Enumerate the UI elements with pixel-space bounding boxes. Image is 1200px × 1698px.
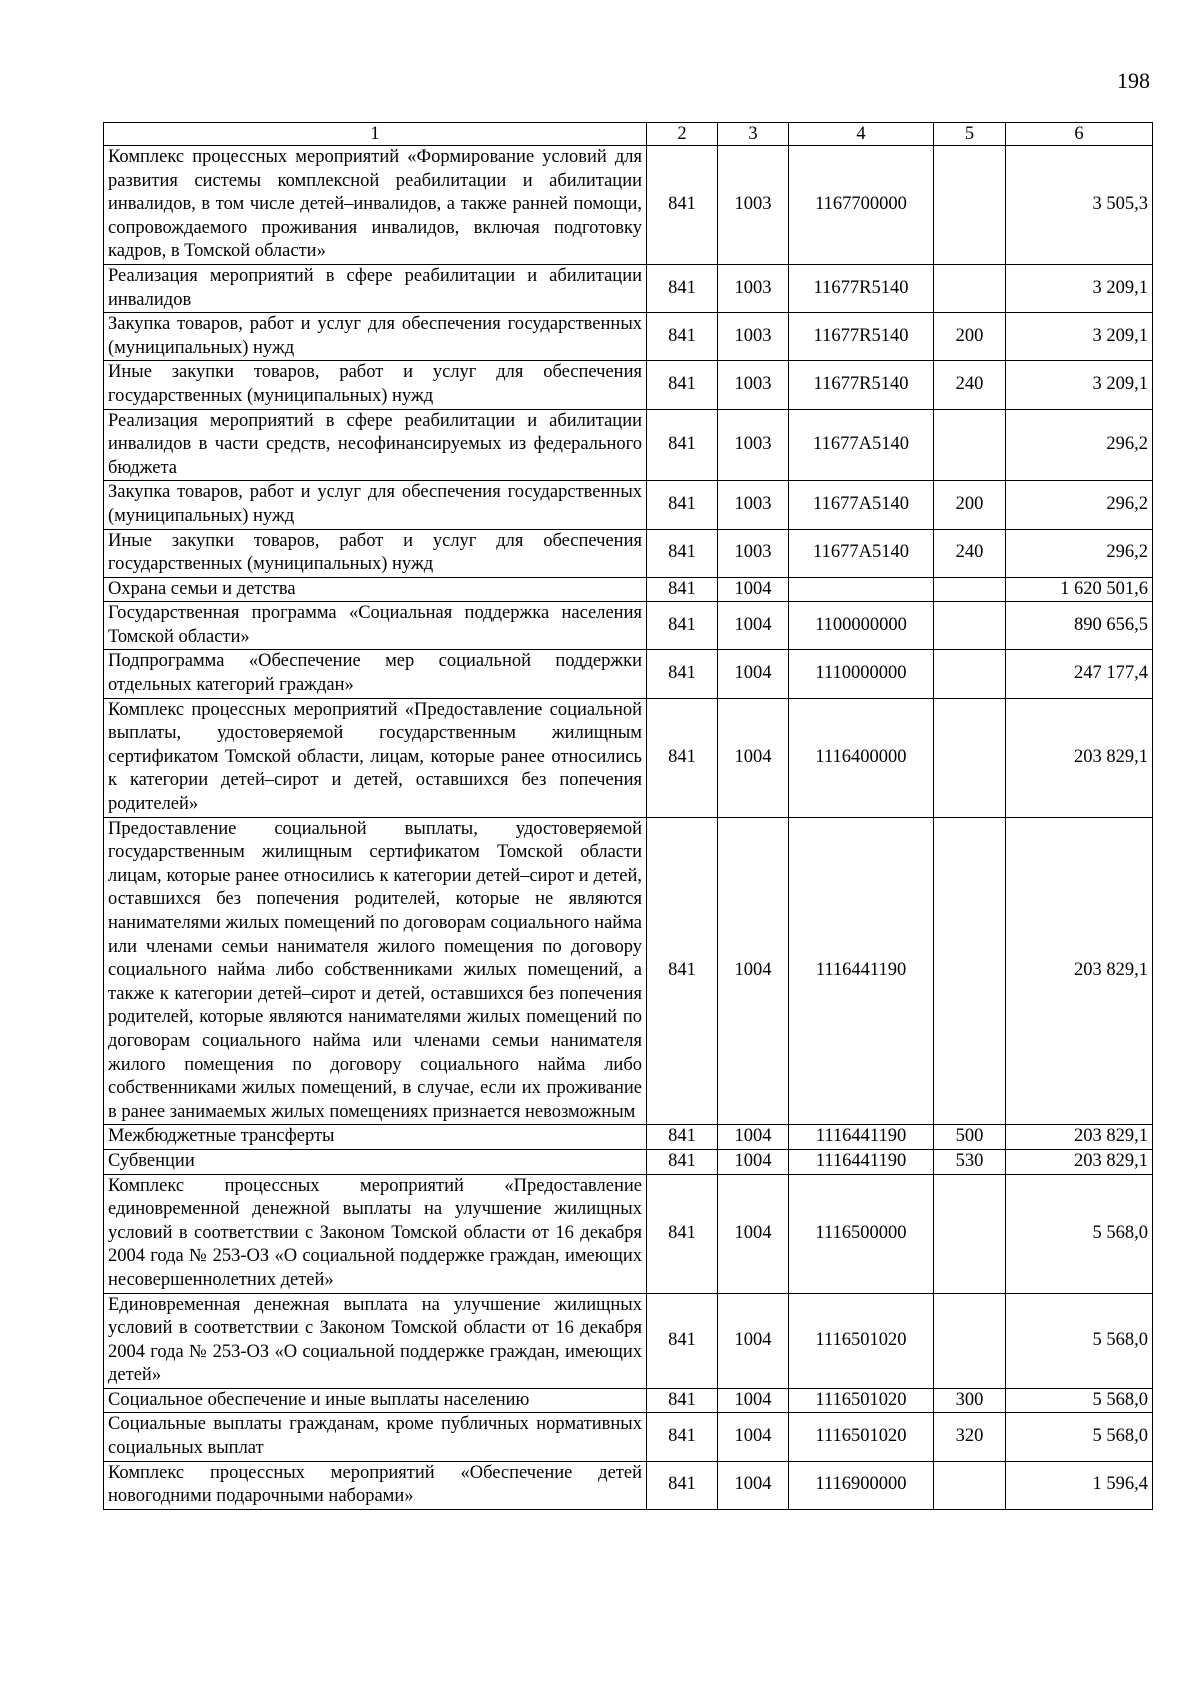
- table-row: [104, 361, 1153, 409]
- row-name-cell: Комплекс процессных мероприятий «Формирование условий для развития системы комплексной реабилитации и абилитации инвалидов, в том числе детей–инвалидов, а также ранней помощи, сопровождаемого проживания инвалидов, включая подготовку кадров, в Томской области»: [104, 146, 647, 265]
- row-target-article-cell: 11677R5140: [789, 361, 934, 409]
- row-expense-type-cell: 300: [934, 1388, 1006, 1413]
- row-expense-type-cell: [934, 1293, 1006, 1388]
- table-row: [104, 1174, 1153, 1293]
- table-row: [104, 313, 1153, 361]
- row-name-cell: Охрана семьи и детства: [104, 577, 647, 602]
- table-row: [104, 602, 1153, 650]
- row-expense-type-cell: 200: [934, 313, 1006, 361]
- row-grbs-cell: 841: [647, 409, 718, 481]
- row-grbs-cell: 841: [647, 529, 718, 577]
- row-section-cell: 1004: [718, 602, 789, 650]
- row-sum-cell: 5 568,0: [1006, 1413, 1153, 1461]
- row-target-article-cell: 1116900000: [789, 1461, 934, 1509]
- row-grbs-cell: 841: [647, 361, 718, 409]
- row-target-article-cell: 1110000000: [789, 650, 934, 698]
- row-name-cell: Реализация мероприятий в сфере реабилитации и абилитации инвалидов в части средств, несофинансируемых из федерального бюджета: [104, 409, 647, 481]
- row-sum-cell: 1 596,4: [1006, 1461, 1153, 1509]
- row-name-cell: Иные закупки товаров, работ и услуг для обеспечения государственных (муниципальных) нужд: [104, 529, 647, 577]
- row-sum-cell: 3 505,3: [1006, 146, 1153, 265]
- row-sum-cell: 3 209,1: [1006, 264, 1153, 312]
- row-name-cell: Социальное обеспечение и иные выплаты населению: [104, 1388, 647, 1413]
- header-cell: 1: [104, 123, 647, 146]
- row-target-article-cell: 11677R5140: [789, 313, 934, 361]
- row-section-cell: 1003: [718, 481, 789, 529]
- header-cell: 4: [789, 123, 934, 146]
- table-row: [104, 1461, 1153, 1509]
- row-name-cell: Закупка товаров, работ и услуг для обеспечения государственных (муниципальных) нужд: [104, 313, 647, 361]
- row-target-article-cell: 11677A5140: [789, 529, 934, 577]
- header-cell: 3: [718, 123, 789, 146]
- row-section-cell: 1004: [718, 1174, 789, 1293]
- row-target-article-cell: 11677A5140: [789, 481, 934, 529]
- row-sum-cell: 296,2: [1006, 409, 1153, 481]
- row-section-cell: 1004: [718, 1125, 789, 1150]
- row-sum-cell: 5 568,0: [1006, 1174, 1153, 1293]
- row-grbs-cell: 841: [647, 1149, 718, 1174]
- row-expense-type-cell: [934, 650, 1006, 698]
- row-grbs-cell: 841: [647, 313, 718, 361]
- row-expense-type-cell: 240: [934, 529, 1006, 577]
- table-row: [104, 409, 1153, 481]
- row-section-cell: 1004: [718, 698, 789, 817]
- row-name-cell: Подпрограмма «Обеспечение мер социальной поддержки отдельных категорий граждан»: [104, 650, 647, 698]
- header-row: [104, 123, 1153, 146]
- table-row: [104, 1125, 1153, 1150]
- row-sum-cell: 203 829,1: [1006, 1125, 1153, 1150]
- row-grbs-cell: 841: [647, 1293, 718, 1388]
- row-name-cell: Единовременная денежная выплата на улучшение жилищных условий в соответствии с Законом Томской области от 16 декабря 2004 года № 253-ОЗ «О социальной поддержке граждан, имеющих детей»: [104, 1293, 647, 1388]
- row-name-cell: Комплекс процессных мероприятий «Предоставление социальной выплаты, удостоверяемой государственным жилищным сертификатом Томской области, лицам, которые ранее относились к категории детей–сирот и детей, оставшихся без попечения родителей»: [104, 698, 647, 817]
- row-expense-type-cell: [934, 1461, 1006, 1509]
- table-row: [104, 1149, 1153, 1174]
- row-grbs-cell: 841: [647, 1125, 718, 1150]
- header-cell: 5: [934, 123, 1006, 146]
- table-row: [104, 698, 1153, 817]
- row-expense-type-cell: [934, 1174, 1006, 1293]
- row-sum-cell: 1 620 501,6: [1006, 577, 1153, 602]
- row-name-cell: Межбюджетные трансферты: [104, 1125, 647, 1150]
- table-row: [104, 650, 1153, 698]
- row-grbs-cell: 841: [647, 1461, 718, 1509]
- row-sum-cell: 203 829,1: [1006, 817, 1153, 1125]
- row-sum-cell: 3 209,1: [1006, 361, 1153, 409]
- table-row: [104, 817, 1153, 1125]
- row-expense-type-cell: [934, 264, 1006, 312]
- row-target-article-cell: 1116400000: [789, 698, 934, 817]
- row-section-cell: 1003: [718, 409, 789, 481]
- table-row: [104, 529, 1153, 577]
- row-target-article-cell: 1116441190: [789, 817, 934, 1125]
- row-section-cell: 1003: [718, 264, 789, 312]
- row-sum-cell: 5 568,0: [1006, 1388, 1153, 1413]
- table-row: [104, 577, 1153, 602]
- row-expense-type-cell: [934, 602, 1006, 650]
- table-row: [104, 1293, 1153, 1388]
- row-expense-type-cell: 500: [934, 1125, 1006, 1150]
- row-name-cell: Государственная программа «Социальная поддержка населения Томской области»: [104, 602, 647, 650]
- row-name-cell: Субвенции: [104, 1149, 647, 1174]
- table-row: [104, 1388, 1153, 1413]
- row-section-cell: 1004: [718, 1149, 789, 1174]
- row-section-cell: 1004: [718, 817, 789, 1125]
- row-grbs-cell: 841: [647, 264, 718, 312]
- row-grbs-cell: 841: [647, 1174, 718, 1293]
- row-expense-type-cell: 200: [934, 481, 1006, 529]
- page-number: 198: [1117, 68, 1150, 93]
- row-target-article-cell: 11677A5140: [789, 409, 934, 481]
- row-sum-cell: 296,2: [1006, 481, 1153, 529]
- row-target-article-cell: 1100000000: [789, 602, 934, 650]
- row-name-cell: Социальные выплаты гражданам, кроме публичных нормативных социальных выплат: [104, 1413, 647, 1461]
- row-grbs-cell: 841: [647, 1388, 718, 1413]
- row-expense-type-cell: [934, 146, 1006, 265]
- row-section-cell: 1003: [718, 313, 789, 361]
- row-target-article-cell: 1116501020: [789, 1413, 934, 1461]
- header-cell: 6: [1006, 123, 1153, 146]
- row-grbs-cell: 841: [647, 577, 718, 602]
- row-section-cell: 1003: [718, 361, 789, 409]
- row-grbs-cell: 841: [647, 650, 718, 698]
- row-expense-type-cell: 530: [934, 1149, 1006, 1174]
- row-name-cell: Иные закупки товаров, работ и услуг для обеспечения государственных (муниципальных) нужд: [104, 361, 647, 409]
- budget-table: [103, 122, 1153, 1510]
- row-section-cell: 1003: [718, 529, 789, 577]
- row-name-cell: Комплекс процессных мероприятий «Обеспечение детей новогодними подарочными наборами»: [104, 1461, 647, 1509]
- row-section-cell: 1004: [718, 1388, 789, 1413]
- row-expense-type-cell: [934, 698, 1006, 817]
- row-sum-cell: 890 656,5: [1006, 602, 1153, 650]
- row-section-cell: 1003: [718, 146, 789, 265]
- row-sum-cell: 3 209,1: [1006, 313, 1153, 361]
- row-target-article-cell: 1116441190: [789, 1149, 934, 1174]
- row-expense-type-cell: 240: [934, 361, 1006, 409]
- row-name-cell: Комплекс процессных мероприятий «Предоставление единовременной денежной выплаты на улучшение жилищных условий в соответствии с Законом Томской области от 16 декабря 2004 года № 253-ОЗ «О социальной поддержке граждан, имеющих несовершеннолетних детей»: [104, 1174, 647, 1293]
- row-name-cell: Закупка товаров, работ и услуг для обеспечения государственных (муниципальных) нужд: [104, 481, 647, 529]
- row-target-article-cell: 1167700000: [789, 146, 934, 265]
- row-name-cell: Реализация мероприятий в сфере реабилитации и абилитации инвалидов: [104, 264, 647, 312]
- row-expense-type-cell: [934, 409, 1006, 481]
- row-name-cell: Предоставление социальной выплаты, удостоверяемой государственным жилищным сертификатом Томской области лицам, которые ранее относились к категории детей–сирот и детей, оставшихся без попечения родителей, которые не являются нанимателями жилых помещений по договорам социального найма или членами семьи нанимателя жилого помещения по договору социального найма либо собственниками жилых помещений, а также к категории детей–сирот и детей, оставшихся без попечения родителей, которые являются нанимателями жилых помещений по договорам социального найма или членами семьи нанимателя жилого помещения по договору социального найма либо собственниками жилых помещений, в случае, если их проживание в ранее занимаемых жилых помещениях признается невозможным: [104, 817, 647, 1125]
- table-row: [104, 264, 1153, 312]
- row-target-article-cell: 1116441190: [789, 1125, 934, 1150]
- row-target-article-cell: 1116500000: [789, 1174, 934, 1293]
- row-expense-type-cell: [934, 817, 1006, 1125]
- row-grbs-cell: 841: [647, 817, 718, 1125]
- row-target-article-cell: 1116501020: [789, 1293, 934, 1388]
- row-sum-cell: 5 568,0: [1006, 1293, 1153, 1388]
- row-section-cell: 1004: [718, 1293, 789, 1388]
- row-section-cell: 1004: [718, 1461, 789, 1509]
- row-expense-type-cell: [934, 577, 1006, 602]
- row-sum-cell: 296,2: [1006, 529, 1153, 577]
- table-row: [104, 146, 1153, 265]
- row-section-cell: 1004: [718, 650, 789, 698]
- row-grbs-cell: 841: [647, 602, 718, 650]
- row-section-cell: 1004: [718, 577, 789, 602]
- row-grbs-cell: 841: [647, 481, 718, 529]
- header-cell: 2: [647, 123, 718, 146]
- row-sum-cell: 247 177,4: [1006, 650, 1153, 698]
- row-section-cell: 1004: [718, 1413, 789, 1461]
- row-grbs-cell: 841: [647, 1413, 718, 1461]
- row-target-article-cell: [789, 577, 934, 602]
- row-grbs-cell: 841: [647, 698, 718, 817]
- row-sum-cell: 203 829,1: [1006, 698, 1153, 817]
- row-sum-cell: 203 829,1: [1006, 1149, 1153, 1174]
- row-target-article-cell: 11677R5140: [789, 264, 934, 312]
- row-expense-type-cell: 320: [934, 1413, 1006, 1461]
- row-target-article-cell: 1116501020: [789, 1388, 934, 1413]
- row-grbs-cell: 841: [647, 146, 718, 265]
- table-row: [104, 1413, 1153, 1461]
- table-row: [104, 481, 1153, 529]
